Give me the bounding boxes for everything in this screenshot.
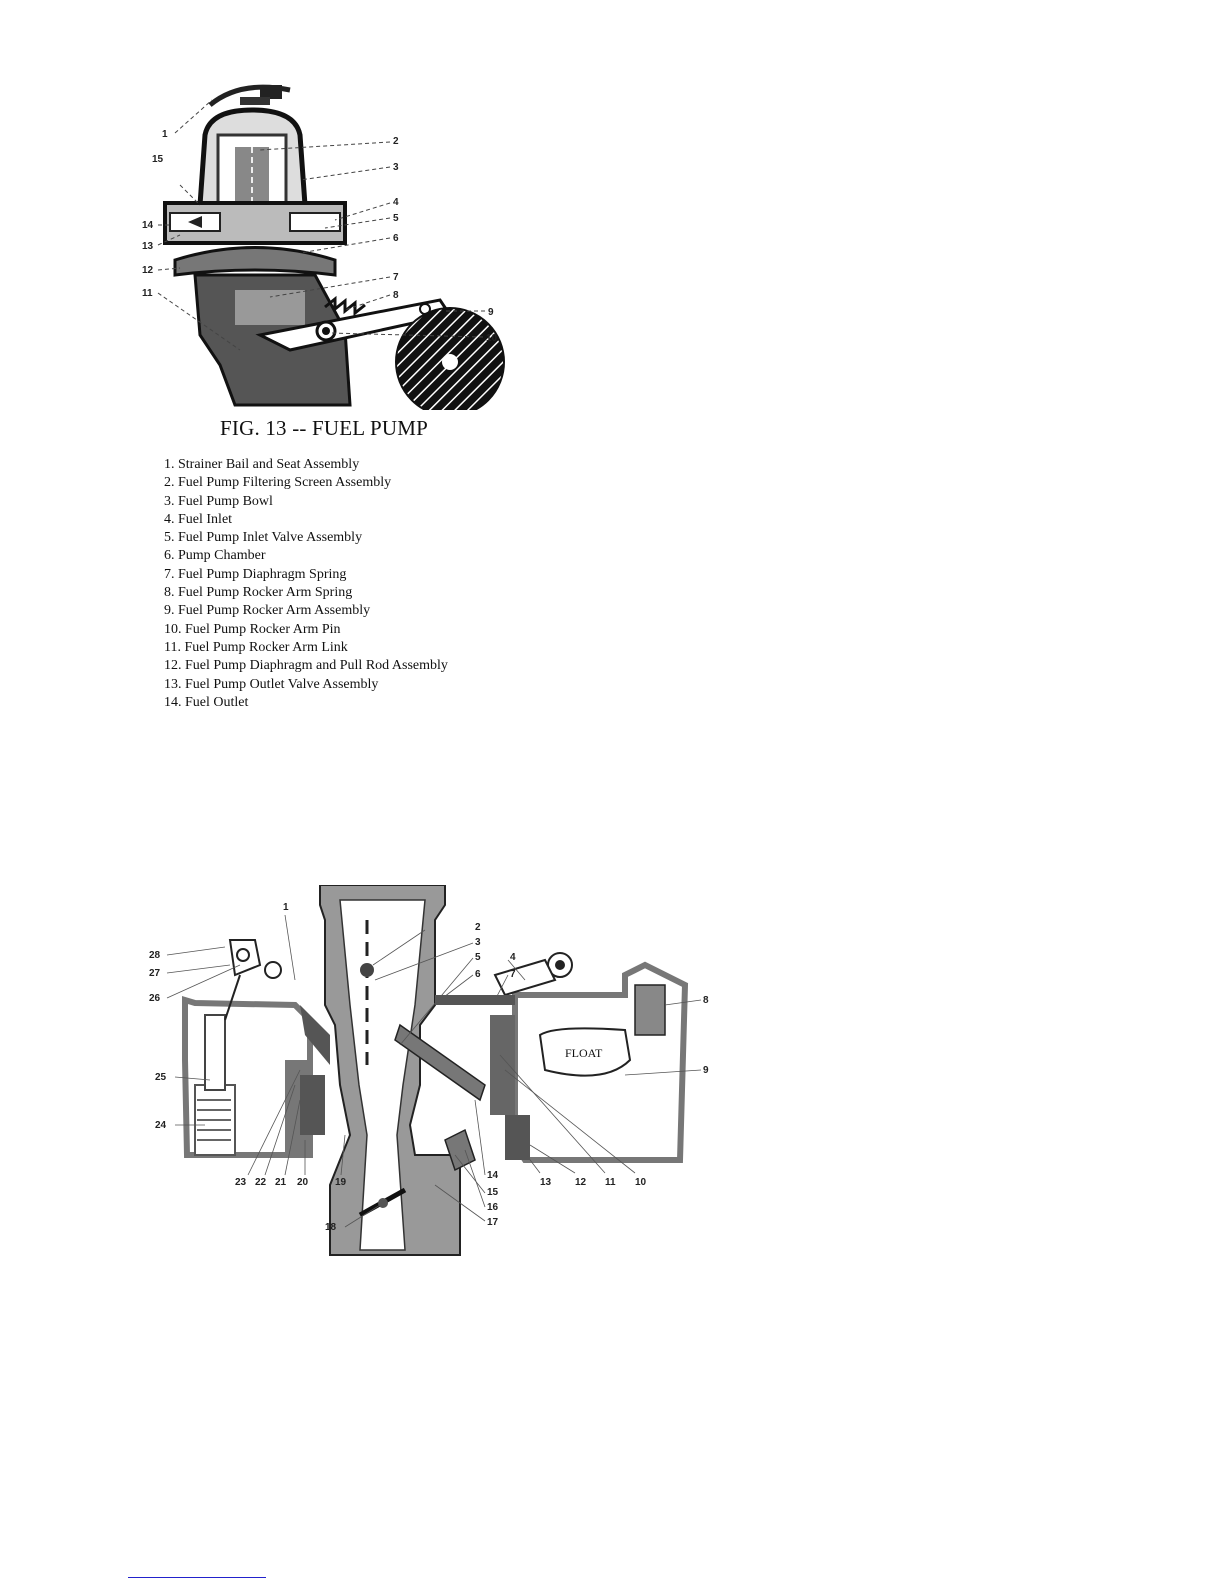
carb-callout-10: 10 bbox=[635, 1177, 647, 1188]
callout-13: 13 bbox=[142, 241, 154, 252]
callout-6: 6 bbox=[393, 233, 399, 244]
carb-callout-11: 11 bbox=[605, 1177, 616, 1188]
carb-callout-24: 24 bbox=[155, 1120, 167, 1131]
carb-callout-17: 17 bbox=[487, 1217, 499, 1228]
carb-callout-5: 5 bbox=[475, 952, 481, 963]
carburetor-diagram bbox=[135, 885, 725, 1265]
carb-callout-14: 14 bbox=[487, 1170, 499, 1181]
carb-callout-13: 13 bbox=[540, 1177, 552, 1188]
float-label: FLOAT bbox=[565, 1046, 603, 1060]
callout-3: 3 bbox=[393, 162, 399, 173]
callout-2: 2 bbox=[393, 136, 399, 147]
carb-callout-4: 4 bbox=[510, 952, 516, 963]
legend-item: 4. Fuel Inlet bbox=[164, 511, 233, 527]
legend-item: 11. Fuel Pump Rocker Arm Link bbox=[164, 639, 348, 655]
carb-callout-9: 9 bbox=[703, 1065, 709, 1076]
carb-callout-18: 18 bbox=[325, 1222, 337, 1233]
legend-item: 12. Fuel Pump Diaphragm and Pull Rod Assembly bbox=[164, 658, 448, 674]
carb-callout-20: 20 bbox=[297, 1177, 309, 1188]
carb-callout-26: 26 bbox=[149, 993, 161, 1004]
carb-callout-1: 1 bbox=[283, 902, 289, 913]
carb-callout-21: 21 bbox=[275, 1177, 287, 1188]
legend-item: 2. Fuel Pump Filtering Screen Assembly bbox=[164, 475, 392, 491]
parts-legend bbox=[164, 456, 448, 712]
legend-item: 5. Fuel Pump Inlet Valve Assembly bbox=[164, 530, 363, 546]
carb-callout-7: 7 bbox=[510, 969, 516, 980]
callout-12: 12 bbox=[142, 265, 154, 276]
callout-8: 8 bbox=[393, 290, 399, 301]
carb-callout-3: 3 bbox=[475, 937, 481, 948]
callout-5: 5 bbox=[393, 213, 399, 224]
figure-caption: FIG. 13 -- FUEL PUMP bbox=[220, 416, 428, 440]
carb-callout-25: 25 bbox=[155, 1072, 167, 1083]
callout-1: 1 bbox=[162, 129, 168, 140]
carb-callout-6: 6 bbox=[475, 969, 481, 980]
carb-callout-15: 15 bbox=[487, 1187, 499, 1198]
carb-callout-12: 12 bbox=[575, 1177, 587, 1188]
legend-item: 1. Strainer Bail and Seat Assembly bbox=[164, 457, 360, 472]
carb-callout-2: 2 bbox=[475, 922, 481, 933]
carb-callout-8: 8 bbox=[703, 995, 709, 1006]
carb-callout-19: 19 bbox=[335, 1177, 347, 1188]
legend-item: 3. Fuel Pump Bowl bbox=[164, 493, 273, 509]
carb-callout-22: 22 bbox=[255, 1177, 267, 1188]
callout-9: 9 bbox=[488, 307, 494, 318]
callout-7: 7 bbox=[393, 272, 399, 283]
callout-4: 4 bbox=[393, 197, 399, 208]
callout-15: 15 bbox=[152, 154, 164, 165]
footnote-rule bbox=[128, 1577, 266, 1578]
legend-item: 10. Fuel Pump Rocker Arm Pin bbox=[164, 621, 341, 637]
legend-item: 8. Fuel Pump Rocker Arm Spring bbox=[164, 585, 353, 601]
legend-item: 13. Fuel Pump Outlet Valve Assembly bbox=[164, 676, 379, 692]
carb-callout-27: 27 bbox=[149, 968, 161, 979]
callout-11: 11 bbox=[142, 288, 153, 299]
callout-10: 10 bbox=[486, 333, 498, 344]
fuel-pump-diagram bbox=[140, 75, 520, 410]
legend-item: 14. Fuel Outlet bbox=[164, 694, 249, 710]
carb-callout-28: 28 bbox=[149, 950, 161, 961]
carb-callout-16: 16 bbox=[487, 1202, 499, 1213]
legend-item: 9. Fuel Pump Rocker Arm Assembly bbox=[164, 603, 371, 619]
legend-item: 6. Pump Chamber bbox=[164, 548, 266, 564]
callout-14: 14 bbox=[142, 220, 154, 231]
legend-item: 7. Fuel Pump Diaphragm Spring bbox=[164, 566, 347, 582]
carb-callout-23: 23 bbox=[235, 1177, 247, 1188]
